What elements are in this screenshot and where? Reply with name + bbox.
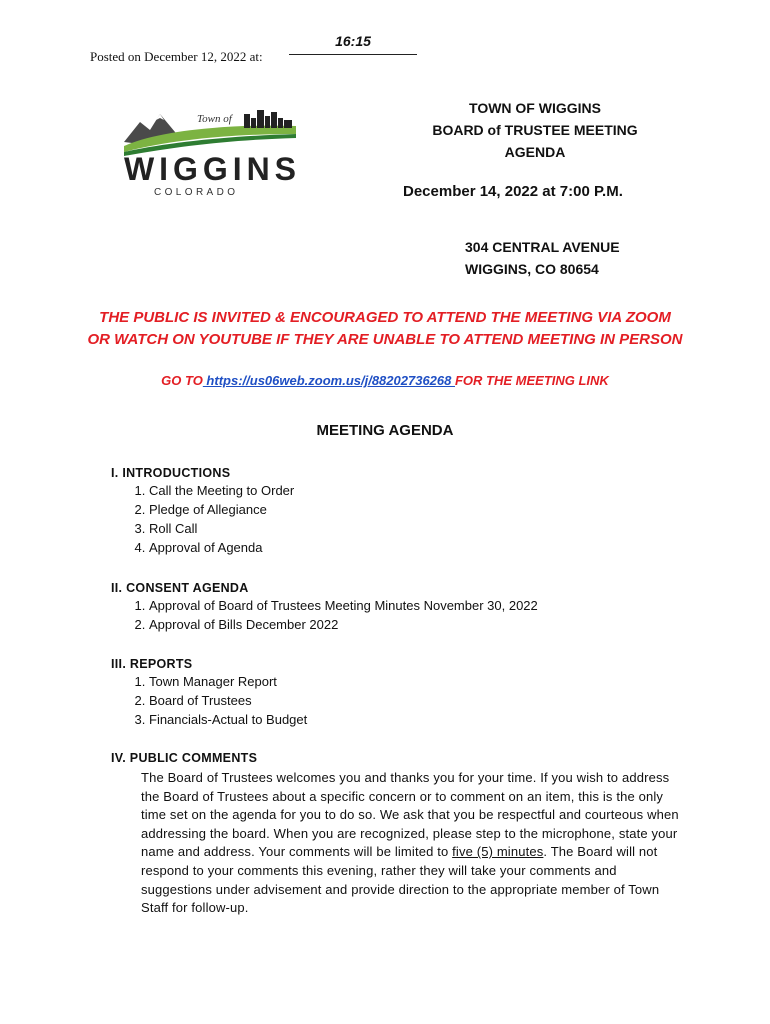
header-board: BOARD of TRUSTEE MEETING: [432, 122, 638, 138]
logo-name: WIGGINS: [124, 151, 296, 187]
public-notice: [60, 307, 710, 351]
posted-time: 16:15: [335, 33, 371, 49]
list-item: 2. Board of Trustees: [149, 691, 307, 710]
public-comments-text: [141, 769, 681, 918]
logo-town-of: Town of: [197, 113, 232, 125]
meeting-date: December 14, 2022 at 7:00 P.M.: [403, 183, 623, 200]
section-heading: IV. PUBLIC COMMENTS: [111, 751, 258, 765]
zoom-instructions: [60, 373, 710, 388]
list-item: 3. Roll Call: [149, 519, 294, 538]
skyline-icon: [244, 110, 292, 128]
section-heading: III. REPORTS: [111, 657, 193, 671]
zoom-suffix: FOR THE MEETING LINK: [454, 373, 609, 388]
logo-state: COLORADO: [154, 187, 239, 198]
list-item: 2. Pledge of Allegiance: [149, 500, 294, 519]
list-item: 1. Approval of Board of Trustees Meeting Minutes November 30, 2022: [149, 596, 538, 615]
zoom-prefix: GO TO: [161, 373, 203, 388]
header-agenda: AGENDA: [504, 144, 566, 160]
list-item: 4. Approval of Agenda: [149, 538, 294, 557]
comments-after: . The Board will not respond to your comments this evening, rather they will take your comments and suggestions under advisement and provide direction to the appropriate member of Town Staff for follow-up.: [141, 844, 660, 916]
section-heading: I. INTRODUCTIONS: [111, 466, 231, 480]
public-notice-line2: OR WATCH ON YOUTUBE IF THEY ARE UNABLE TO ATTEND MEETING IN PERSON: [87, 331, 683, 348]
header-town: TOWN OF WIGGINS: [469, 100, 601, 116]
list-item: 2. Approval of Bills December 2022: [149, 615, 538, 634]
agenda-title: MEETING AGENDA: [316, 422, 454, 439]
comments-before: The Board of Trustees welcomes you and thanks you for your time. If you wish to address the Board of Trustees about a specific concern or to comment on an item, this is the only time set on the agenda for you to do so. We ask that you be respectful and courteous when addressing the board. When you are recognized, please step to the microphone, state your name and address. Your comments will be limited to: [141, 770, 679, 860]
list-item: 3. Financials-Actual to Budget: [149, 710, 307, 729]
list-item: 1. Call the Meeting to Order: [149, 481, 294, 500]
list-item: 1. Town Manager Report: [149, 672, 307, 691]
meeting-address: [465, 236, 620, 280]
section-consent-agenda: [111, 581, 538, 634]
posted-label: Posted on December 12, 2022 at:: [90, 49, 263, 64]
section-public-comments: [111, 751, 257, 766]
section-introductions: [111, 466, 294, 557]
section-heading: II. CONSENT AGENDA: [111, 581, 249, 595]
section-reports: [111, 657, 307, 729]
public-notice-line1: THE PUBLIC IS INVITED & ENCOURAGED TO ATTEND THE MEETING VIA ZOOM: [99, 309, 671, 326]
zoom-link[interactable]: https://us06web.zoom.us/j/88202736268: [202, 373, 455, 388]
document-header: [400, 97, 670, 163]
posted-time-field: [289, 33, 417, 55]
comments-limit: five (5) minutes: [452, 844, 544, 860]
town-logo: [120, 100, 300, 200]
address-city: WIGGINS, CO 80654: [465, 261, 599, 277]
address-street: 304 CENTRAL AVENUE: [465, 239, 620, 255]
